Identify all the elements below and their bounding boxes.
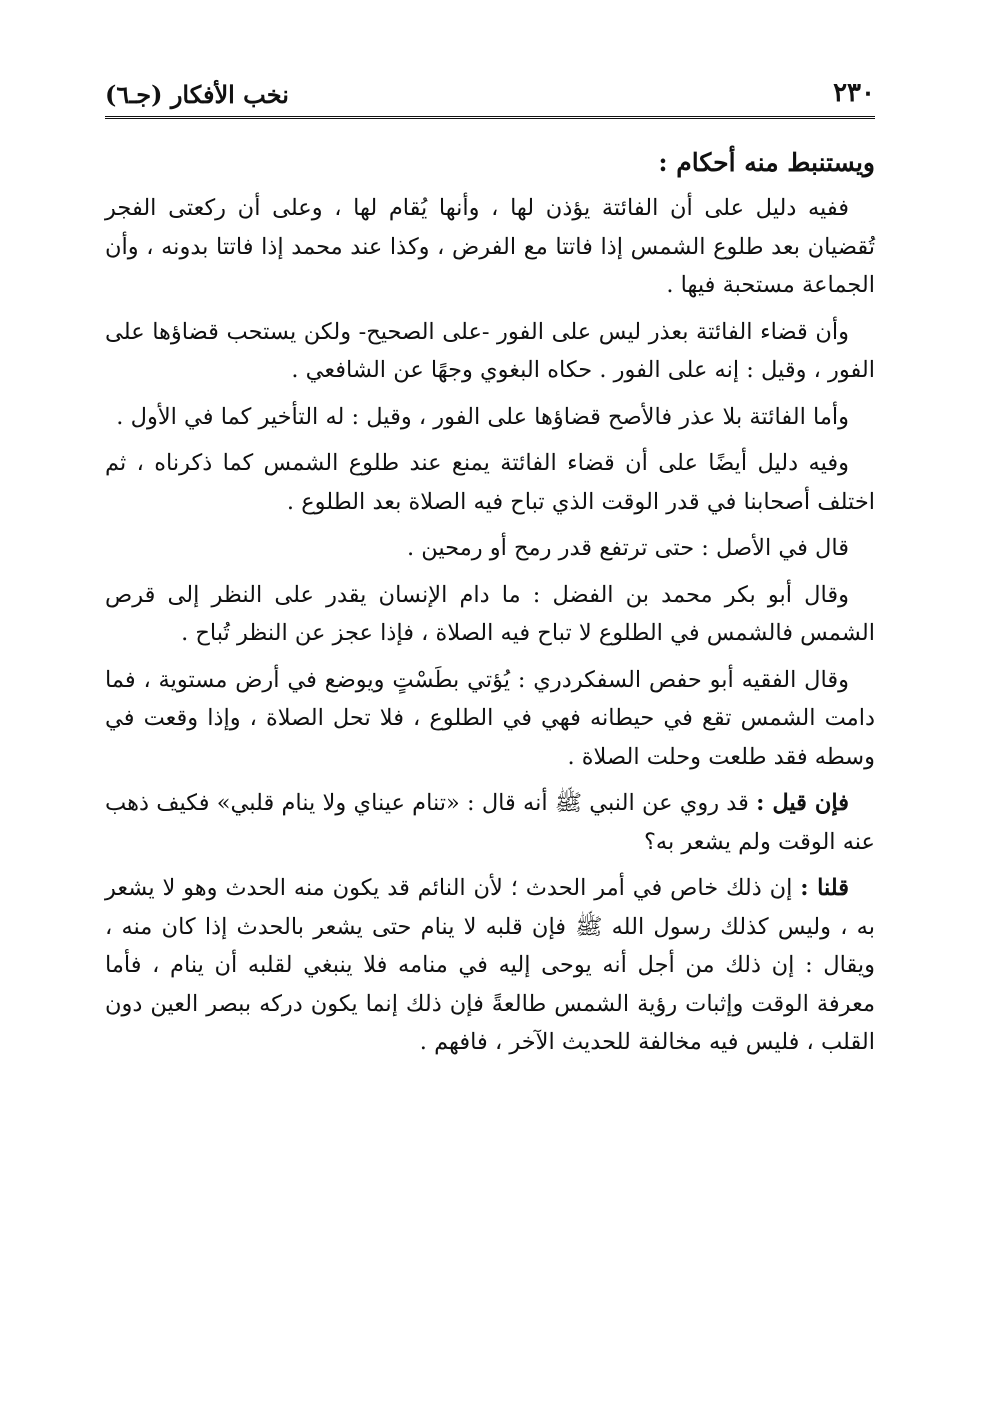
paragraph: [105, 313, 875, 390]
page-number: ٢٣٠: [833, 78, 875, 108]
page-header: [105, 72, 875, 119]
paragraph: [105, 661, 875, 777]
paragraph: [105, 398, 875, 437]
paragraph-text: ففيه دليل على أن الفائتة يؤذن لها ، وأنها يُقام لها ، وعلى أن ركعتى الفجر تُقضيان بعد طلوع الشمس إذا فاتتا مع الفرض ، وكذا عند محمد إذا فاتتا بدونه ، وأن الجماعة مستحبة فيها .: [105, 195, 875, 298]
paragraph-text: وقال أبو بكر محمد بن الفضل : ما دام الإنسان يقدر على النظر إلى قرص الشمس فالشمس في الطلوع لا تباح فيه الصلاة ، فإذا عجز عن النظر تُباح .: [105, 581, 875, 646]
paragraph-lead: فإن قيل :: [756, 790, 849, 816]
paragraph: [105, 576, 875, 653]
paragraph: [105, 529, 875, 568]
paragraph: [105, 784, 875, 861]
paragraph: [105, 189, 875, 305]
paragraph-text: وأما الفائتة بلا عذر فالأصح قضاؤها على الفور ، وقيل : له التأخير كما في الأول .: [116, 403, 849, 430]
paragraph-text: وفيه دليل أيضًا على أن قضاء الفائتة يمنع عند طلوع الشمس كما ذكرناه ، ثم اختلف أصحابنا في قدر الوقت الذي تباح فيه الصلاة بعد الطلوع .: [105, 450, 875, 515]
paragraph-text: قد روي عن النبي ﷺ أنه قال : «تنام عيناي ولا ينام قلبي» فكيف ذهب عنه الوقت ولم يشعر به؟: [105, 790, 875, 855]
paragraph: [105, 444, 875, 521]
paragraph-lead: قلنا :: [800, 875, 849, 901]
document-page: [105, 72, 875, 1062]
paragraph-text: قال في الأصل : حتى ترتفع قدر رمح أو رمحين .: [406, 535, 849, 561]
paragraph: [105, 869, 875, 1062]
paragraph-text: وقال الفقيه أبو حفص السفكردري : يُؤتي بطَسْتٍ ويوضع في أرض مستوية ، فما دامت الشمس تقع في حيطانه فهي في الطلوع ، فلا تحل الصلاة ، وإذا وقعت في وسطه فقد طلعت وحلت الصلاة .: [105, 666, 875, 770]
running-title: نخب الأفكار (جـ٦): [105, 80, 289, 109]
paragraph-text: وأن قضاء الفائتة بعذر ليس على الفور -على الصحيح- ولكن يستحب قضاؤها على الفور ، وقيل : إنه على الفور . حكاه البغوي وجهًا عن الشافعي .: [105, 318, 875, 383]
paragraph-text: إن ذلك خاص في أمر الحدث ؛ لأن النائم قد يكون منه الحدث وهو لا يشعر به ، وليس كذلك رسول الله ﷺ فإن قلبه لا ينام حتى يشعر بالحدث إذا كان منه ، ويقال : إن ذلك من أجل أنه يوحى إليه في منامه فلا ينبغي لقلبه أن ينام ، فأما معرفة الوقت وإثبات رؤية الشمس طالعةً فإن ذلك إنما يكون دركه ببصر العين دون القلب ، فليس فيه مخالفة للحديث الآخر ، فافهم .: [105, 875, 875, 1055]
section-title: ويستنبط منه أحكام :: [658, 148, 875, 177]
